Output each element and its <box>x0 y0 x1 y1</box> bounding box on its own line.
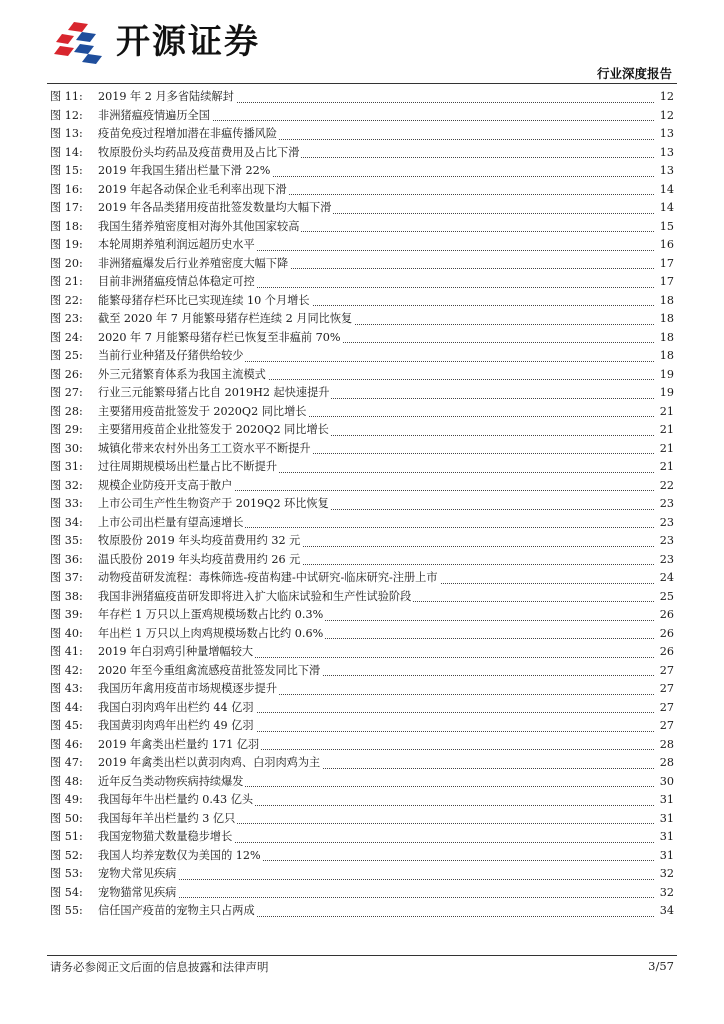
toc-page-number: 12 <box>659 108 674 122</box>
toc-figure-title: 疫苗免疫过程增加潜在非瘟传播风险 <box>98 127 278 140</box>
toc-entry[interactable] <box>50 440 674 459</box>
toc-figure-title-leader <box>98 532 654 551</box>
toc-entry[interactable] <box>50 199 674 218</box>
toc-figure-title-leader <box>98 347 654 366</box>
toc-figure-title: 我国生猪养殖密度相对海外其他国家较高 <box>98 219 300 233</box>
page-number: 3/57 <box>648 959 674 973</box>
toc-figure-title-leader <box>98 495 654 514</box>
toc-entry[interactable] <box>50 366 674 385</box>
toc-entry[interactable] <box>50 421 674 440</box>
page-header <box>0 0 724 85</box>
toc-figure-title-leader <box>98 569 654 588</box>
toc-figure-number: 图 49: <box>50 793 83 806</box>
toc-figure-title: 能繁母猪存栏环比已实现连续 10 个月增长 <box>98 293 310 307</box>
toc-figure-title-leader <box>98 366 654 385</box>
toc-figure-title: 我国白羽肉鸡年出栏约 44 亿羽 <box>98 700 254 714</box>
toc-figure-title: 我国黄羽肉鸡年出栏约 49 亿羽 <box>98 719 254 732</box>
toc-figure-number: 图 13: <box>50 127 83 140</box>
toc-entry[interactable] <box>50 403 674 422</box>
toc-figure-title: 截至 2020 年 7 月能繁母猪存栏连续 2 月同比恢复 <box>98 312 353 325</box>
toc-figure-title: 外三元猪繁育体系为我国主流模式 <box>98 367 266 381</box>
toc-figure-title: 年出栏 1 万只以上肉鸡规模场数占比约 0.6% <box>98 626 324 640</box>
toc-figure-number: 图 46: <box>50 737 83 751</box>
toc-entry[interactable] <box>50 144 674 163</box>
toc-figure-title-leader <box>98 699 654 718</box>
toc-page-number: 27 <box>659 719 674 732</box>
toc-figure-title: 牧原股份 2019 年头均疫苗费用约 32 元 <box>98 534 301 547</box>
toc-figure-title: 目前非洲猪瘟疫情总体稳定可控 <box>98 275 255 288</box>
toc-page-number: 17 <box>659 275 674 288</box>
toc-figure-title-leader <box>98 162 654 181</box>
toc-entry[interactable] <box>50 162 674 181</box>
toc-page-number: 18 <box>659 349 674 362</box>
toc-figure-number: 图 40: <box>50 626 83 640</box>
toc-figure-number: 图 30: <box>50 441 83 455</box>
toc-page-number: 30 <box>659 774 674 788</box>
toc-figure-title-leader <box>98 902 654 921</box>
toc-page-number: 25 <box>659 589 674 603</box>
toc-entry[interactable] <box>50 310 674 329</box>
toc-entry[interactable] <box>50 181 674 200</box>
toc-figure-title-leader <box>98 255 654 274</box>
toc-figure-number: 图 31: <box>50 460 83 473</box>
toc-figure-number: 图 36: <box>50 552 83 566</box>
toc-page-number: 24 <box>659 571 674 584</box>
toc-figure-number: 图 33: <box>50 497 83 510</box>
toc-figure-title-leader <box>98 680 654 699</box>
toc-page-number: 15 <box>659 219 674 233</box>
toc-figure-title: 2019 年白羽鸡引种量增幅较大 <box>98 645 254 658</box>
toc-entry[interactable] <box>50 625 674 644</box>
toc-figure-title-leader <box>98 625 654 644</box>
toc-figure-title-leader <box>98 236 654 255</box>
toc-figure-number: 图 26: <box>50 367 83 381</box>
toc-entry[interactable] <box>50 810 674 829</box>
toc-figure-title: 2019 年各品类猪用疫苗批签发数量均大幅下滑 <box>98 201 332 214</box>
toc-entry[interactable] <box>50 347 674 366</box>
toc-figure-title: 2019 年 2 月多省陆续解封 <box>98 90 234 103</box>
toc-figure-title-leader <box>98 310 654 329</box>
toc-entry[interactable] <box>50 828 674 847</box>
toc-entry[interactable] <box>50 125 674 144</box>
toc-figure-title-leader <box>98 477 654 496</box>
toc-figure-title-leader <box>98 329 654 348</box>
toc-figure-title: 我国历年禽用疫苗市场规模逐步提升 <box>98 682 278 695</box>
toc-figure-title-leader <box>98 736 654 755</box>
toc-figure-number: 图 42: <box>50 663 83 677</box>
toc-figure-number: 图 16: <box>50 182 83 196</box>
toc-figure-number: 图 14: <box>50 145 83 159</box>
toc-page-number: 31 <box>659 848 674 862</box>
toc-figure-number: 图 51: <box>50 830 83 843</box>
figure-index-list <box>50 88 674 921</box>
toc-figure-title-leader <box>98 643 654 662</box>
toc-figure-title-leader <box>98 440 654 459</box>
toc-page-number: 31 <box>659 830 674 843</box>
toc-figure-title-leader <box>98 717 654 736</box>
toc-page-number: 26 <box>659 608 674 621</box>
footer-disclaimer: 请务必参阅正文后面的信息披露和法律声明 <box>50 960 269 974</box>
toc-page-number: 18 <box>659 293 674 307</box>
toc-figure-title: 我国人均养宠数仅为美国的 12% <box>98 848 261 862</box>
toc-figure-title: 非洲猪瘟疫情遍历全国 <box>98 108 210 122</box>
toc-figure-title-leader <box>98 662 654 681</box>
toc-page-number: 32 <box>659 885 674 899</box>
toc-figure-title-leader <box>98 273 654 292</box>
toc-figure-title: 2020 年 7 月能繁母猪存栏已恢复至非瘟前 70% <box>98 330 341 344</box>
toc-entry[interactable] <box>50 717 674 736</box>
toc-page-number: 27 <box>659 700 674 714</box>
toc-figure-number: 图 12: <box>50 108 83 122</box>
toc-page-number: 21 <box>659 460 674 473</box>
toc-figure-title-leader <box>98 292 654 311</box>
toc-entry[interactable] <box>50 236 674 255</box>
toc-page-number: 27 <box>659 663 674 677</box>
toc-entry[interactable] <box>50 458 674 477</box>
toc-page-number: 18 <box>659 330 674 344</box>
toc-figure-number: 图 34: <box>50 515 83 529</box>
logo-text: 开源证券 <box>116 22 260 62</box>
toc-figure-number: 图 32: <box>50 478 83 492</box>
toc-figure-title-leader <box>98 125 654 144</box>
toc-page-number: 28 <box>659 756 674 769</box>
toc-figure-title-leader <box>98 884 654 903</box>
toc-figure-number: 图 55: <box>50 904 83 917</box>
toc-entry[interactable] <box>50 218 674 237</box>
toc-figure-title: 我国每年羊出栏量约 3 亿只 <box>98 811 236 825</box>
toc-figure-title-leader <box>98 847 654 866</box>
toc-figure-title: 近年反刍类动物疾病持续爆发 <box>98 774 244 788</box>
toc-figure-number: 图 53: <box>50 867 83 880</box>
toc-figure-title: 信任国产疫苗的宠物主只占两成 <box>98 904 255 917</box>
toc-page-number: 26 <box>659 626 674 640</box>
toc-entry[interactable] <box>50 791 674 810</box>
toc-figure-number: 图 54: <box>50 885 83 899</box>
toc-figure-number: 图 41: <box>50 645 83 658</box>
toc-figure-title: 上市公司出栏量有望高速增长 <box>98 515 244 529</box>
toc-entry[interactable] <box>50 588 674 607</box>
toc-entry[interactable] <box>50 773 674 792</box>
toc-figure-title: 规模企业防疫开支高于散户 <box>98 478 233 492</box>
toc-page-number: 23 <box>659 497 674 510</box>
toc-figure-number: 图 29: <box>50 423 83 436</box>
toc-figure-number: 图 22: <box>50 293 83 307</box>
toc-figure-title-leader <box>98 199 654 218</box>
toc-page-number: 17 <box>659 256 674 270</box>
toc-figure-number: 图 15: <box>50 164 83 177</box>
toc-figure-title: 主要猪用疫苗企业批签发于 2020Q2 同比增长 <box>98 423 329 436</box>
toc-figure-number: 图 39: <box>50 608 83 621</box>
toc-figure-number: 图 47: <box>50 756 83 769</box>
toc-page-number: 31 <box>659 793 674 806</box>
toc-figure-title: 2019 年我国生猪出栏量下滑 22% <box>98 164 271 177</box>
toc-figure-title-leader <box>98 218 654 237</box>
toc-figure-title: 主要猪用疫苗批签发于 2020Q2 同比增长 <box>98 404 307 418</box>
toc-entry[interactable] <box>50 847 674 866</box>
toc-entry[interactable] <box>50 88 674 107</box>
toc-figure-title: 宠物犬常见疾病 <box>98 867 177 880</box>
toc-entry[interactable] <box>50 477 674 496</box>
toc-figure-title: 非洲猪瘟爆发后行业养殖密度大幅下降 <box>98 256 289 270</box>
header-divider <box>47 83 677 84</box>
toc-entry[interactable] <box>50 273 674 292</box>
toc-figure-title-leader <box>98 791 654 810</box>
company-logo <box>52 20 260 64</box>
toc-entry[interactable] <box>50 532 674 551</box>
toc-figure-number: 图 20: <box>50 256 83 270</box>
toc-figure-title: 动物疫苗研发流程：毒株筛选-疫苗构建-中试研究-临床研究-注册上市 <box>98 571 438 584</box>
toc-entry[interactable] <box>50 643 674 662</box>
toc-entry[interactable] <box>50 699 674 718</box>
toc-figure-number: 图 37: <box>50 571 83 584</box>
toc-figure-title-leader <box>98 828 654 847</box>
toc-page-number: 14 <box>659 201 674 214</box>
toc-figure-title: 我国每年牛出栏量约 0.43 亿头 <box>98 793 254 806</box>
toc-figure-title-leader <box>98 144 654 163</box>
logo-mark-icon <box>52 20 108 64</box>
toc-entry[interactable] <box>50 902 674 921</box>
toc-figure-title: 当前行业种猪及仔猪供给较少 <box>98 349 244 362</box>
toc-entry[interactable] <box>50 107 674 126</box>
toc-entry[interactable] <box>50 680 674 699</box>
toc-page-number: 28 <box>659 737 674 751</box>
toc-figure-title: 2019 年起各动保企业毛利率出现下滑 <box>98 182 287 196</box>
toc-figure-number: 图 23: <box>50 312 83 325</box>
toc-figure-title-leader <box>98 551 654 570</box>
toc-figure-title-leader <box>98 384 654 403</box>
toc-entry[interactable] <box>50 662 674 681</box>
toc-page-number: 13 <box>659 164 674 177</box>
toc-figure-title: 2019 年禽类出栏以黄羽肉鸡、白羽肉鸡为主 <box>98 756 321 769</box>
toc-entry[interactable] <box>50 736 674 755</box>
toc-figure-title-leader <box>98 458 654 477</box>
toc-figure-number: 图 11: <box>50 90 83 103</box>
toc-figure-title-leader <box>98 403 654 422</box>
toc-entry[interactable] <box>50 384 674 403</box>
toc-figure-title-leader <box>98 865 654 884</box>
toc-page-number: 22 <box>659 478 674 492</box>
toc-figure-number: 图 17: <box>50 201 83 214</box>
toc-figure-title-leader <box>98 514 654 533</box>
toc-figure-number: 图 21: <box>50 275 83 288</box>
toc-entry[interactable] <box>50 754 674 773</box>
toc-figure-title-leader <box>98 810 654 829</box>
toc-figure-title-leader <box>98 606 654 625</box>
toc-page-number: 12 <box>659 90 674 103</box>
toc-figure-title-leader <box>98 754 654 773</box>
footer-divider <box>47 955 677 956</box>
toc-figure-number: 图 19: <box>50 238 83 251</box>
toc-figure-title: 本轮周期养殖利润远超历史水平 <box>98 238 255 251</box>
toc-entry[interactable] <box>50 551 674 570</box>
toc-figure-title: 2020 年至今重组禽流感疫苗批签发同比下滑 <box>98 663 321 677</box>
toc-figure-number: 图 50: <box>50 811 83 825</box>
toc-page-number: 21 <box>659 404 674 418</box>
toc-figure-title: 牧原股份头均药品及疫苗费用及占比下滑 <box>98 145 300 159</box>
toc-page-number: 16 <box>659 238 674 251</box>
toc-figure-title: 年存栏 1 万只以上蛋鸡规模场数占比约 0.3% <box>98 608 324 621</box>
toc-entry[interactable] <box>50 255 674 274</box>
toc-figure-title-leader <box>98 588 654 607</box>
toc-figure-number: 图 27: <box>50 386 83 399</box>
toc-page-number: 34 <box>659 904 674 917</box>
toc-page-number: 21 <box>659 441 674 455</box>
toc-page-number: 21 <box>659 423 674 436</box>
toc-figure-number: 图 38: <box>50 589 83 603</box>
toc-figure-number: 图 25: <box>50 349 83 362</box>
toc-figure-title: 温氏股份 2019 年头均疫苗费用约 26 元 <box>98 552 301 566</box>
toc-page-number: 32 <box>659 867 674 880</box>
toc-entry[interactable] <box>50 514 674 533</box>
toc-figure-number: 图 48: <box>50 774 83 788</box>
toc-page-number: 19 <box>659 386 674 399</box>
toc-figure-title: 宠物猫常见疾病 <box>98 885 177 899</box>
toc-entry[interactable] <box>50 865 674 884</box>
toc-entry[interactable] <box>50 329 674 348</box>
toc-figure-title: 上市公司生产性生物资产于 2019Q2 环比恢复 <box>98 497 329 510</box>
toc-entry[interactable] <box>50 495 674 514</box>
toc-figure-title: 城镇化带来农村外出务工工资水平不断提升 <box>98 441 311 455</box>
toc-page-number: 19 <box>659 367 674 381</box>
toc-entry[interactable] <box>50 606 674 625</box>
toc-figure-number: 图 44: <box>50 700 83 714</box>
toc-figure-number: 图 28: <box>50 404 83 418</box>
toc-page-number: 23 <box>659 515 674 529</box>
toc-entry[interactable] <box>50 569 674 588</box>
toc-figure-number: 图 35: <box>50 534 83 547</box>
toc-figure-title: 过往周期规模场出栏量占比不断提升 <box>98 460 278 473</box>
toc-figure-number: 图 52: <box>50 848 83 862</box>
toc-page-number: 13 <box>659 127 674 140</box>
toc-figure-title-leader <box>98 181 654 200</box>
toc-page-number: 27 <box>659 682 674 695</box>
toc-figure-title-leader <box>98 421 654 440</box>
toc-figure-title: 2019 年禽类出栏量约 171 亿羽 <box>98 737 260 751</box>
toc-figure-title-leader <box>98 107 654 126</box>
toc-entry[interactable] <box>50 292 674 311</box>
toc-page-number: 26 <box>659 645 674 658</box>
toc-figure-number: 图 43: <box>50 682 83 695</box>
toc-figure-title: 我国非洲猪瘟疫苗研发即将进入扩大临床试验和生产性试验阶段 <box>98 589 412 603</box>
toc-page-number: 23 <box>659 552 674 566</box>
toc-page-number: 14 <box>659 182 674 196</box>
toc-figure-title-leader <box>98 773 654 792</box>
toc-entry[interactable] <box>50 884 674 903</box>
toc-page-number: 18 <box>659 312 674 325</box>
toc-page-number: 23 <box>659 534 674 547</box>
toc-figure-number: 图 18: <box>50 219 83 233</box>
report-type-label: 行业深度报告 <box>596 66 672 81</box>
toc-figure-title: 行业三元能繁母猪占比自 2019H2 起快速提升 <box>98 386 330 399</box>
toc-page-number: 13 <box>659 145 674 159</box>
toc-figure-title: 我国宠物猫犬数量稳步增长 <box>98 830 233 843</box>
toc-figure-number: 图 45: <box>50 719 83 732</box>
toc-figure-number: 图 24: <box>50 330 83 344</box>
toc-page-number: 31 <box>659 811 674 825</box>
toc-figure-title-leader <box>98 88 654 107</box>
